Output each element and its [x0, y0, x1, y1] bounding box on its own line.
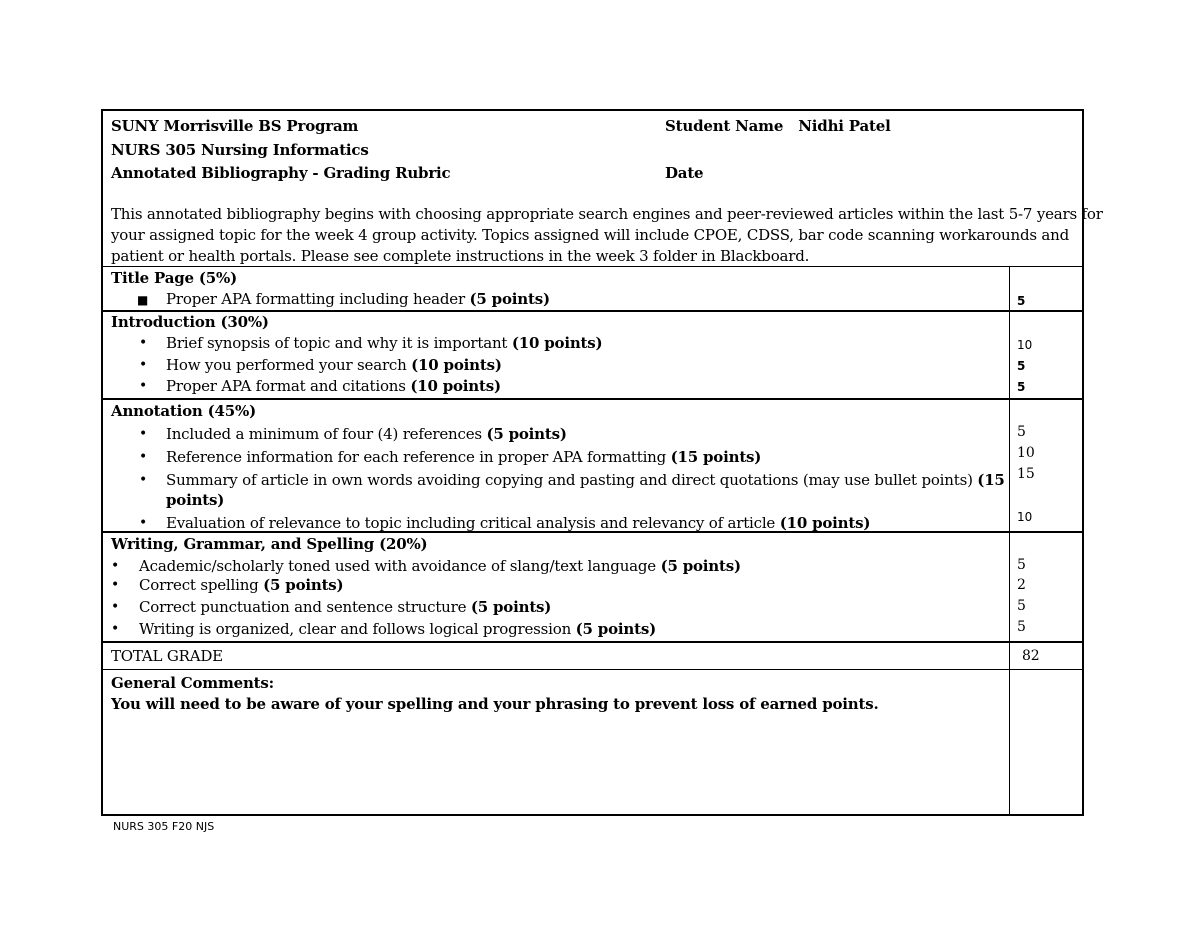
item-score: 5	[1017, 619, 1026, 635]
item-score: 10	[1017, 445, 1035, 461]
course-name: NURS 305 Nursing Informatics	[111, 141, 369, 159]
instructions-line-3: patient or health portals. Please see complete instructions in the week 3 folder in Blackboard.	[111, 247, 810, 265]
item-score: 2	[1017, 577, 1026, 593]
rubric-item-continuation: points)	[166, 491, 225, 509]
item-score: 15	[1017, 466, 1035, 482]
bullet-icon: •	[139, 449, 148, 465]
rubric-item: Brief synopsis of topic and why it is important (10 points)	[166, 334, 603, 352]
divider	[103, 669, 1082, 670]
item-score: 5	[1017, 294, 1026, 308]
bullet-icon: •	[139, 472, 148, 488]
divider	[103, 398, 1082, 400]
score-column-divider	[1009, 267, 1010, 816]
item-score: 5	[1017, 359, 1026, 373]
section-heading-introduction: Introduction (30%)	[111, 313, 269, 331]
bullet-icon: •	[139, 335, 148, 351]
rubric-item: Correct punctuation and sentence structure (5 points)	[139, 598, 552, 616]
bullet-icon: •	[111, 621, 120, 637]
bullet-icon: •	[111, 558, 120, 574]
item-score: 10	[1017, 338, 1033, 352]
instructions-line-2: your assigned topic for the week 4 group activity. Topics assigned will include CPOE, CDSS, bar code scanning workarounds and	[111, 226, 1070, 244]
bullet-icon: •	[139, 515, 148, 531]
item-score: 10	[1017, 510, 1033, 524]
divider	[103, 310, 1082, 312]
general-comments-text: You will need to be aware of your spelling and your phrasing to prevent loss of earned points.	[111, 695, 879, 713]
student-name-field	[665, 117, 891, 135]
rubric-item: How you performed your search (10 points)	[166, 356, 502, 374]
rubric-item: Included a minimum of four (4) references (5 points)	[166, 425, 567, 443]
rubric-item: Academic/scholarly toned used with avoidance of slang/text language (5 points)	[139, 557, 741, 575]
rubric-item: Writing is organized, clear and follows logical progression (5 points)	[139, 620, 656, 638]
date-label: Date	[665, 164, 704, 182]
bullet-icon: •	[139, 378, 148, 394]
student-name-label: Student Name	[665, 117, 784, 135]
rubric-item: Reference information for each reference in proper APA formatting (15 points)	[166, 448, 762, 466]
rubric-title: Annotated Bibliography - Grading Rubric	[111, 164, 451, 182]
grading-rubric-table	[101, 109, 1103, 816]
instructions-line-1: This annotated bibliography begins with choosing appropriate search engines and peer-reviewed articles within the last 5-7 years for	[111, 205, 1103, 223]
program-name: SUNY Morrisville BS Program	[111, 117, 359, 135]
item-score: 5	[1017, 598, 1026, 614]
rubric-item: Evaluation of relevance to topic including critical analysis and relevancy of article (10 points)	[166, 514, 871, 532]
item-score: 5	[1017, 424, 1026, 440]
item-score: 5	[1017, 557, 1026, 573]
page-footer: NURS 305 F20 NJS	[113, 820, 215, 833]
rubric-item: Summary of article in own words avoiding copying and pasting and direct quotations (may use bullet points) (15	[166, 471, 1005, 489]
square-bullet-icon: ■	[137, 293, 149, 307]
bullet-icon: •	[111, 599, 120, 615]
student-name-value: Nidhi Patel	[798, 117, 891, 135]
rubric-item: Proper APA formatting including header (5 points)	[166, 290, 550, 308]
bullet-icon: •	[139, 426, 148, 442]
total-grade-label: TOTAL GRADE	[111, 647, 223, 665]
general-comments-label: General Comments:	[111, 674, 274, 692]
section-heading-writing: Writing, Grammar, and Spelling (20%)	[111, 535, 428, 553]
item-score: 5	[1017, 380, 1026, 394]
rubric-item: Proper APA format and citations (10 points)	[166, 377, 501, 395]
section-heading-title-page: Title Page (5%)	[111, 269, 237, 287]
section-heading-annotation: Annotation (45%)	[111, 402, 256, 420]
bullet-icon: •	[139, 357, 148, 373]
total-grade-value: 82	[1022, 648, 1040, 664]
rubric-item: Correct spelling (5 points)	[139, 576, 344, 594]
bullet-icon: •	[111, 577, 120, 593]
divider	[103, 266, 1082, 267]
divider	[103, 641, 1082, 643]
